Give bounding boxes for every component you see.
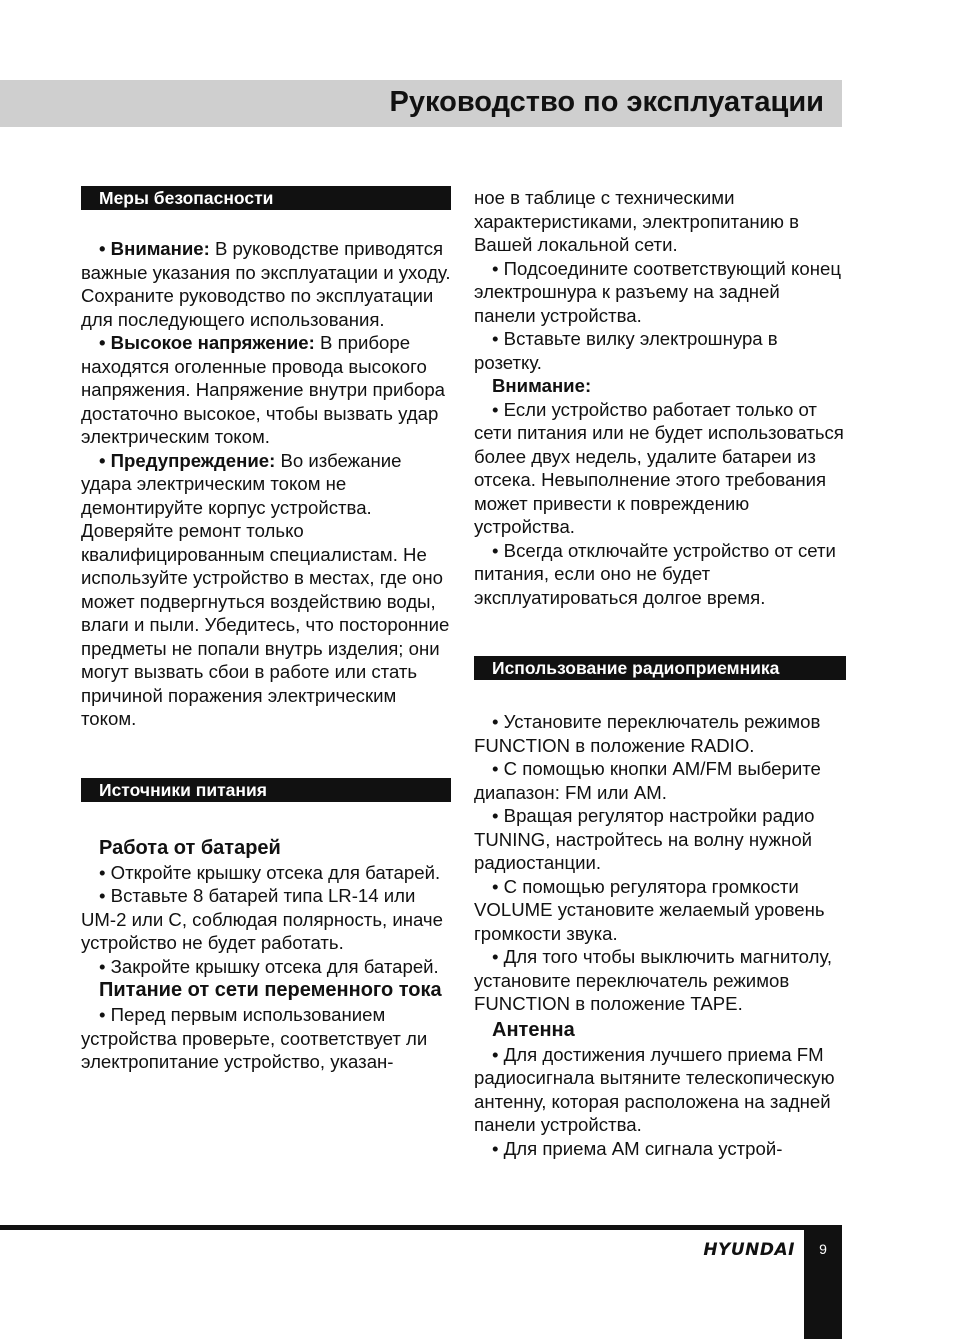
radio-item: • Установите переключатель режимов FUNCTION в положение RADIO. [474, 711, 821, 756]
battery-item: • Закройте крышку отсека для батарей. [99, 955, 439, 977]
text-warning: Во избежание удара электрическим током не демонтируйте корпус устройства. Доверяйте ремонт только квалифицированным специалистам. Не используйте устройство в местах, где оно может подвергнуться воздействию воды, влаги и пыли. Убедитесь, что посторонние предметы не попали внутрь изделия; они могут вызвать сбои в работе или стать причиной поражения электрическим током. [81, 449, 450, 729]
radio-item: • С помощью кнопки AM/FM выберите диапазон: FM или AM. [474, 758, 821, 803]
battery-subheading: Работа от батарей [99, 836, 281, 859]
radio-item: • Для того чтобы выключить магнитолу, установите переключатель режимов FUNCTION в положение TAPE. [474, 946, 833, 1014]
ac-item: • Подсоедините соответствующий конец электрошнура к разъему на задней панели устройства. [474, 257, 842, 326]
safety-high-voltage [81, 331, 451, 449]
antenna-subheading: Антенна [492, 1018, 575, 1041]
page-number: 9 [819, 1241, 827, 1257]
antenna-item: • Для достижения лучшего приема FM радиосигнала вытяните телескопическую антенну, которая расположена на задней панели устройства. [474, 1043, 835, 1135]
ac-subheading: Питание от сети переменного тока [99, 979, 442, 1001]
page-header-band [0, 80, 842, 127]
radio-item: • Вращая регулятор настройки радио TUNING, настройтесь на волну нужной радиостанции. [474, 805, 815, 873]
safety-attention [81, 237, 451, 331]
warning-item: • Если устройство работает только от сети питания или не будет использоваться более двух недель, удалите батареи из отсека. Невыполнение этого требования может привести к повреждению устройства. [474, 398, 844, 537]
warning-item: • Всегда отключайте устройство от сети питания, если оно не будет эксплуатироваться долгое время. [474, 539, 836, 608]
section-heading-power: Источники питания [81, 778, 451, 802]
text-high-voltage: В приборе находятся оголенные провода высокого напряжения. Напряжение внутри прибора достаточно высокое, чтобы вызвать удар электрическим током. [81, 332, 446, 447]
safety-warning [81, 449, 451, 731]
antenna-item: • Для приема AM сигнала устрой- [492, 1137, 783, 1159]
warning-label: Внимание: [492, 375, 592, 396]
section-heading-radio: Использование радиоприемника [474, 656, 846, 680]
label-warning: • Предупреждение: [99, 449, 276, 471]
right-column [474, 186, 846, 1160]
brand-logo: HYUNDAI [703, 1240, 795, 1260]
label-attention: • Внимание: [99, 238, 210, 259]
text-attention: В руководстве приводятся важные указания по эксплуатации и уходу. Сохраните руководство по эксплуатации для последующего использования. [81, 238, 451, 330]
ac-continued-text: ное в таблице с техническими характеристиками, электропитанию в Вашей локальной сети. [474, 187, 799, 255]
page-number-tab [804, 1225, 842, 1339]
footer-rule [0, 1225, 842, 1230]
ac-item: • Вставьте вилку электрошнура в розетку. [474, 328, 778, 373]
battery-item: • Откройте крышку отсека для батарей. [99, 861, 441, 883]
battery-item: • Вставьте 8 батарей типа LR-14 или UM-2 или C, соблюдая полярность, иначе устройство не будет работать. [81, 885, 443, 953]
left-column [81, 186, 451, 1074]
page-title: Руководство по эксплуатации [389, 86, 824, 118]
radio-item: • С помощью регулятора громкости VOLUME установите желаемый уровень громкости звука. [474, 875, 825, 944]
section-heading-safety: Меры безопасности [81, 186, 451, 210]
label-high-voltage: • Высокое напряжение: [99, 332, 315, 353]
ac-item: • Перед первым использованием устройства проверьте, соответствует ли электропитание устройство, указан- [81, 1004, 428, 1072]
